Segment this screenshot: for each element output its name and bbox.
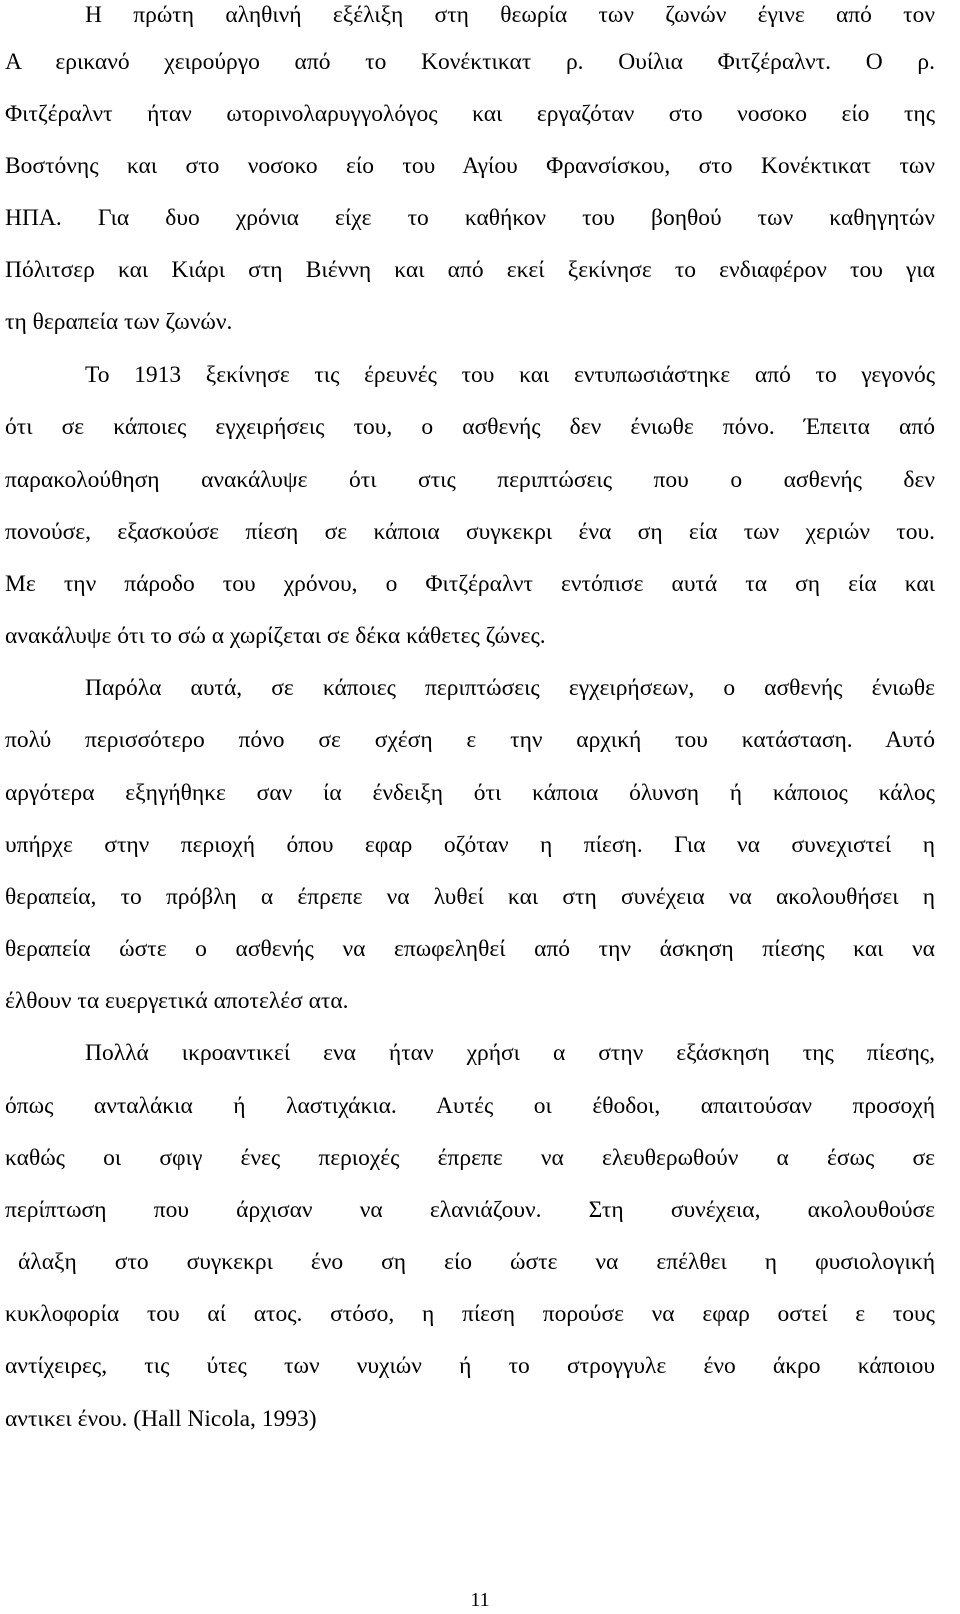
text-line: Φιτζέραλντ ήταν ωτορινολαρυγγολόγος και εργαζόταν στο νοσοκο είο της: [5, 101, 935, 127]
text-line: καθώς οι σφιγ ένες περιοχές έπρεπε να ελευθερωθούν α έσως σε: [5, 1145, 935, 1171]
text-line: θεραπεία ώστε ο ασθενής να επωφεληθεί από την άσκηση πίεσης και να: [5, 936, 935, 962]
text-line: έλθουν τα ευεργετικά αποτελέσ ατα.: [5, 988, 349, 1014]
text-line: αντικει ένου. (Hall Nicola, 1993): [5, 1406, 317, 1432]
text-line: Α ερικανό χειρούργο από το Κονέκτικατ ρ. Ουίλια Φιτζέραλντ. Ο ρ.: [5, 49, 935, 75]
text-line: ανακάλυψε ότι το σώ α χωρίζεται σε δέκα κάθετες ζώνες.: [5, 623, 546, 649]
text-line: τη θεραπεία των ζωνών.: [5, 309, 233, 335]
text-line: Πόλιτσερ και Κιάρι στη Βιέννη και από εκεί ξεκίνησε το ενδιαφέρον του για: [5, 257, 935, 283]
text-line: Πολλά ικροαντικεί ενα ήταν χρήσι α στην εξάσκηση της πίεσης,: [85, 1040, 935, 1066]
text-line: υπήρχε στην περιοχή όπου εφαρ οζόταν η πίεση. Για να συνεχιστεί η: [5, 832, 935, 858]
text-line: Η πρώτη αληθινή εξέλιξη στη θεωρία των ζωνών έγινε από τον: [85, 2, 935, 28]
text-line: Παρόλα αυτά, σε κάποιες περιπτώσεις εγχειρήσεων, ο ασθενής ένιωθε: [85, 675, 935, 701]
text-line: ότι σε κάποιες εγχειρήσεις του, ο ασθενής δεν ένιωθε πόνο. Έπειτα από: [5, 414, 935, 440]
text-line: αργότερα εξηγήθηκε σαν ία ένδειξη ότι κάποια όλυνση ή κάποιος κάλος: [5, 780, 935, 806]
text-line: Βοστόνης και στο νοσοκο είο του Αγίου Φρανσίσκου, στο Κονέκτικατ των: [5, 153, 935, 179]
text-line: πονούσε, εξασκούσε πίεση σε κάποια συγκεκρι ένα ση εία των χεριών του.: [5, 519, 935, 545]
text-line: περίπτωση που άρχισαν να ελανιάζουν. Στη συνέχεια, ακολουθούσε: [5, 1197, 935, 1223]
page-number: 11: [470, 1589, 490, 1611]
text-line: άλαξη στο συγκεκρι ένο ση είο ώστε να επέλθει η φυσιολογική: [18, 1249, 935, 1275]
text-line: κυκλοφορία του αί ατος. στόσο, η πίεση πορούσε να εφαρ οστεί ε τους: [5, 1301, 935, 1327]
text-line: Με την πάροδο του χρόνου, ο Φιτζέραλντ εντόπισε αυτά τα ση εία και: [5, 571, 935, 597]
text-line: πολύ περισσότερο πόνο σε σχέση ε την αρχική του κατάσταση. Αυτό: [5, 727, 935, 753]
text-line: θεραπεία, το πρόβλη α έπρεπε να λυθεί και στη συνέχεια να ακολουθήσει η: [5, 884, 935, 910]
text-line: αντίχειρες, τις ύτες των νυχιών ή το στρογγυλε ένο άκρο κάποιου: [5, 1353, 935, 1379]
text-line: Το 1913 ξεκίνησε τις έρευνές του και εντυπωσιάστηκε από το γεγονός: [85, 362, 935, 388]
text-line: ΗΠΑ. Για δυο χρόνια είχε το καθήκον του βοηθού των καθηγητών: [5, 205, 935, 231]
text-line: παρακολούθηση ανακάλυψε ότι στις περιπτώσεις που ο ασθενής δεν: [5, 467, 935, 493]
text-line: όπως ανταλάκια ή λαστιχάκια. Αυτές οι έθοδοι, απαιτούσαν προσοχή: [5, 1093, 935, 1119]
